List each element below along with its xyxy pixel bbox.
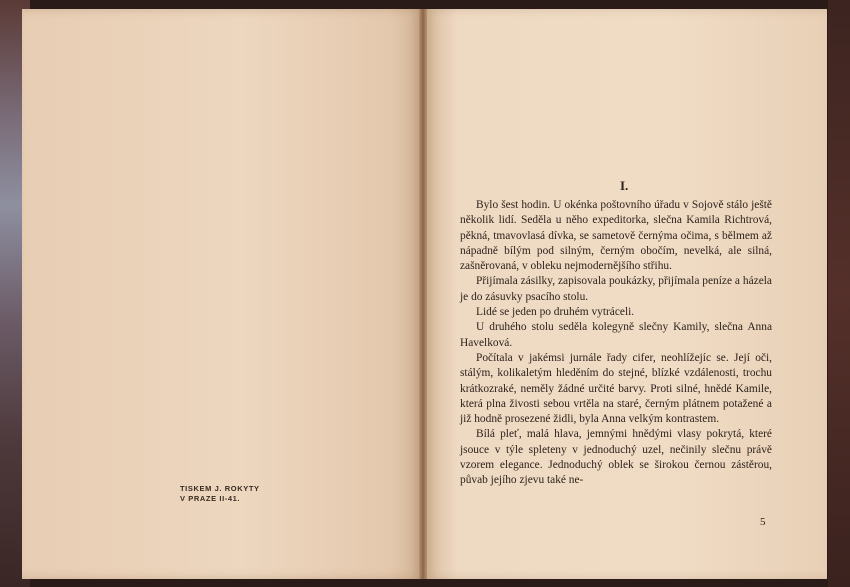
body-text	[460, 198, 772, 489]
page-number: 5	[760, 516, 766, 528]
paragraph: Lidé se jeden po druhém vytráceli.	[476, 306, 635, 319]
paragraph: Bylo šest hodin. U okénka poštovního úřadu v Sojově stálo ještě několik lidí. Seděla u něho expeditorka, slečna Kamila Richtrová, pěkná, tmavovlasá dívka, se sametově černýma očima, s bělmem až nápadně bílým pod silným, černým obočím, nevelká, ale silná, zašněrovaná, v obleku nejmodernějšího střihu.	[460, 199, 772, 273]
printer-line-1: TISKEM J. ROKYTY	[180, 484, 260, 493]
book-cover-edge-right	[828, 0, 850, 587]
printer-line-2: V PRAZE II-41.	[180, 494, 241, 503]
printer-imprint	[180, 484, 260, 504]
paragraph: U druhého stolu seděla kolegyně slečny Kamily, slečna Anna Havelková.	[460, 321, 772, 349]
paragraph: Počítala v jakémsi jurnále řady cifer, neohlížejíc se. Její oči, stálým, kolikaletým hleděním do stejné, blízké vzdálenosti, trochu krátkozraké, neměly žádné určité barvy. Proti silné, hnědé Kamile, která plna živosti sebou vrtěla na staré, černým plátnem potažené a již hodně prosezené židli, byla Anna velkým kontrastem.	[460, 351, 772, 426]
chapter-heading: I.	[620, 178, 629, 193]
paragraph: Přijímala zásilky, zapisovala poukázky, přijímala peníze a házela je do zásuvky psacího stolu.	[460, 275, 772, 303]
paragraph: Bílá pleť, malá hlava, jemnými hnědými vlasy pokrytá, které jsouce v týle spleteny v jednoduchý uzel, nečinily slečnu právě vzorem elegance. Jednoduchý oblek se širokou černou zástěrou, půvab jejího zjevu také ne-	[460, 428, 772, 487]
show-through-ghost-text	[330, 78, 331, 79]
book-gutter	[419, 9, 427, 579]
